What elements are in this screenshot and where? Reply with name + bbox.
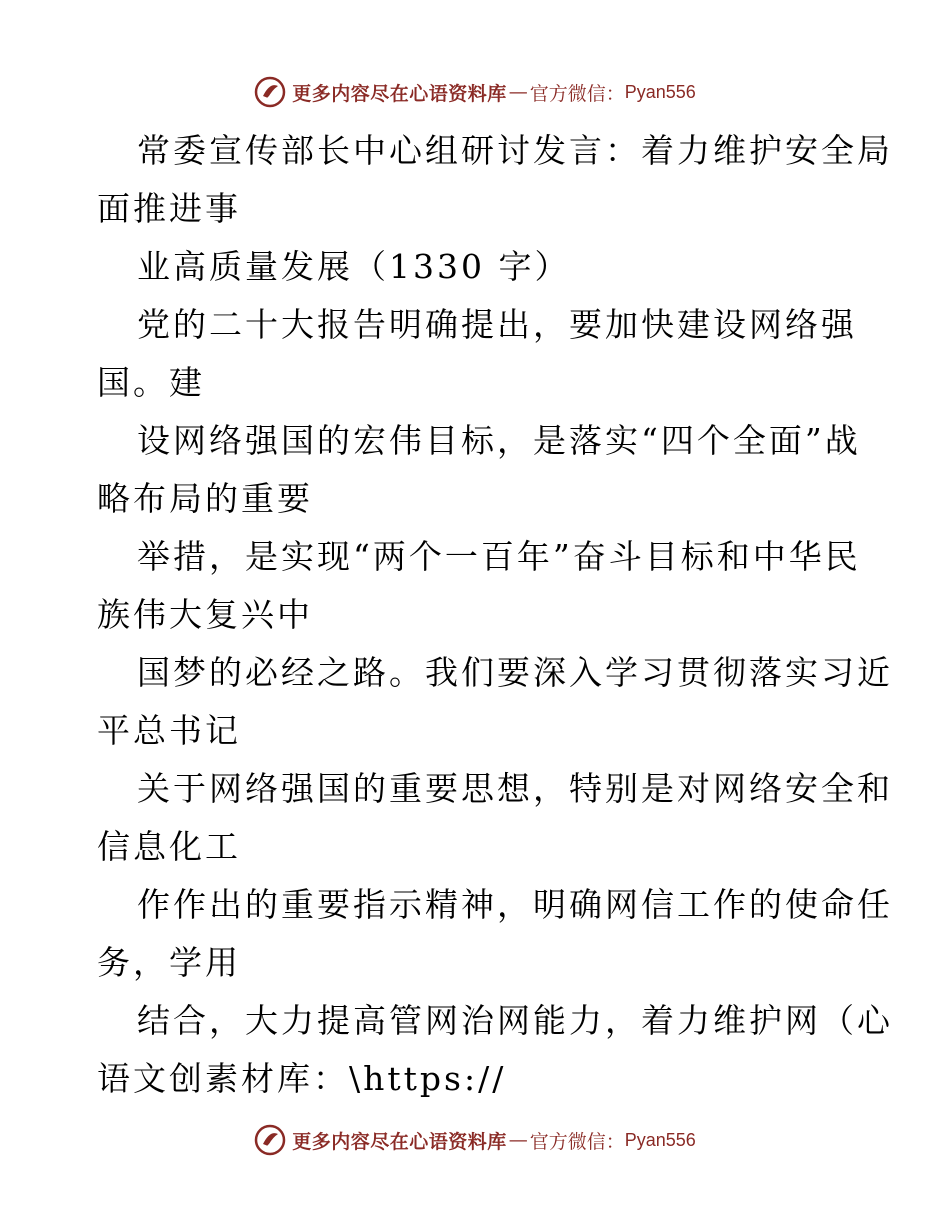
body-line: 设网络强国的宏伟目标，是落实“四个全面”战 [137,421,861,460]
body-line: 略布局的重要 [97,479,313,518]
body-line: 信息化工 [97,827,241,866]
banner-wechat-label: 官方微信： [529,82,625,105]
body-line: 结合，大力提高管网治网能力，着力维护网（心 [137,1001,893,1040]
body-line: 举措，是实现“两个一百年”奋斗目标和中华民 [137,537,861,576]
body-line: 党的二十大报告明确提出，要加快建设网络强 [137,305,857,344]
body-line-title-1: 常委宣传部长中心组研讨发言：着力维护安全局 [137,131,893,170]
document-body [97,122,893,1108]
body-line-title-3: 业高质量发展（1330 字） [137,247,571,286]
body-line: 关于网络强国的重要思想，特别是对网络安全和 [137,769,893,808]
body-line: 作作出的重要指示精神，明确网信工作的使命任 [137,885,893,924]
body-line: 族伟大复兴中 [97,595,313,634]
banner-wechat-id: Pyan556 [624,81,696,102]
body-line: 语文创素材库：\https:// [97,1059,507,1098]
header-watermark-banner [0,74,950,110]
banner-brand-text: 更多内容尽在心语资料库 [292,1130,507,1153]
banner-wechat-label: 官方微信： [529,1130,625,1153]
body-line-title-2: 面推进事 [97,189,241,228]
brand-logo-icon [254,76,286,108]
banner-separator: — [508,81,528,103]
body-line: 务，学用 [97,943,241,982]
banner-separator: — [508,1129,528,1151]
brand-logo-icon [254,1124,286,1156]
banner-wechat-id: Pyan556 [624,1129,696,1150]
body-line: 国梦的必经之路。我们要深入学习贯彻落实习近 [137,653,893,692]
footer-watermark-banner [0,1122,950,1158]
body-line: 平总书记 [97,711,241,750]
banner-brand-text: 更多内容尽在心语资料库 [292,82,507,105]
body-line: 国。建 [97,363,205,402]
